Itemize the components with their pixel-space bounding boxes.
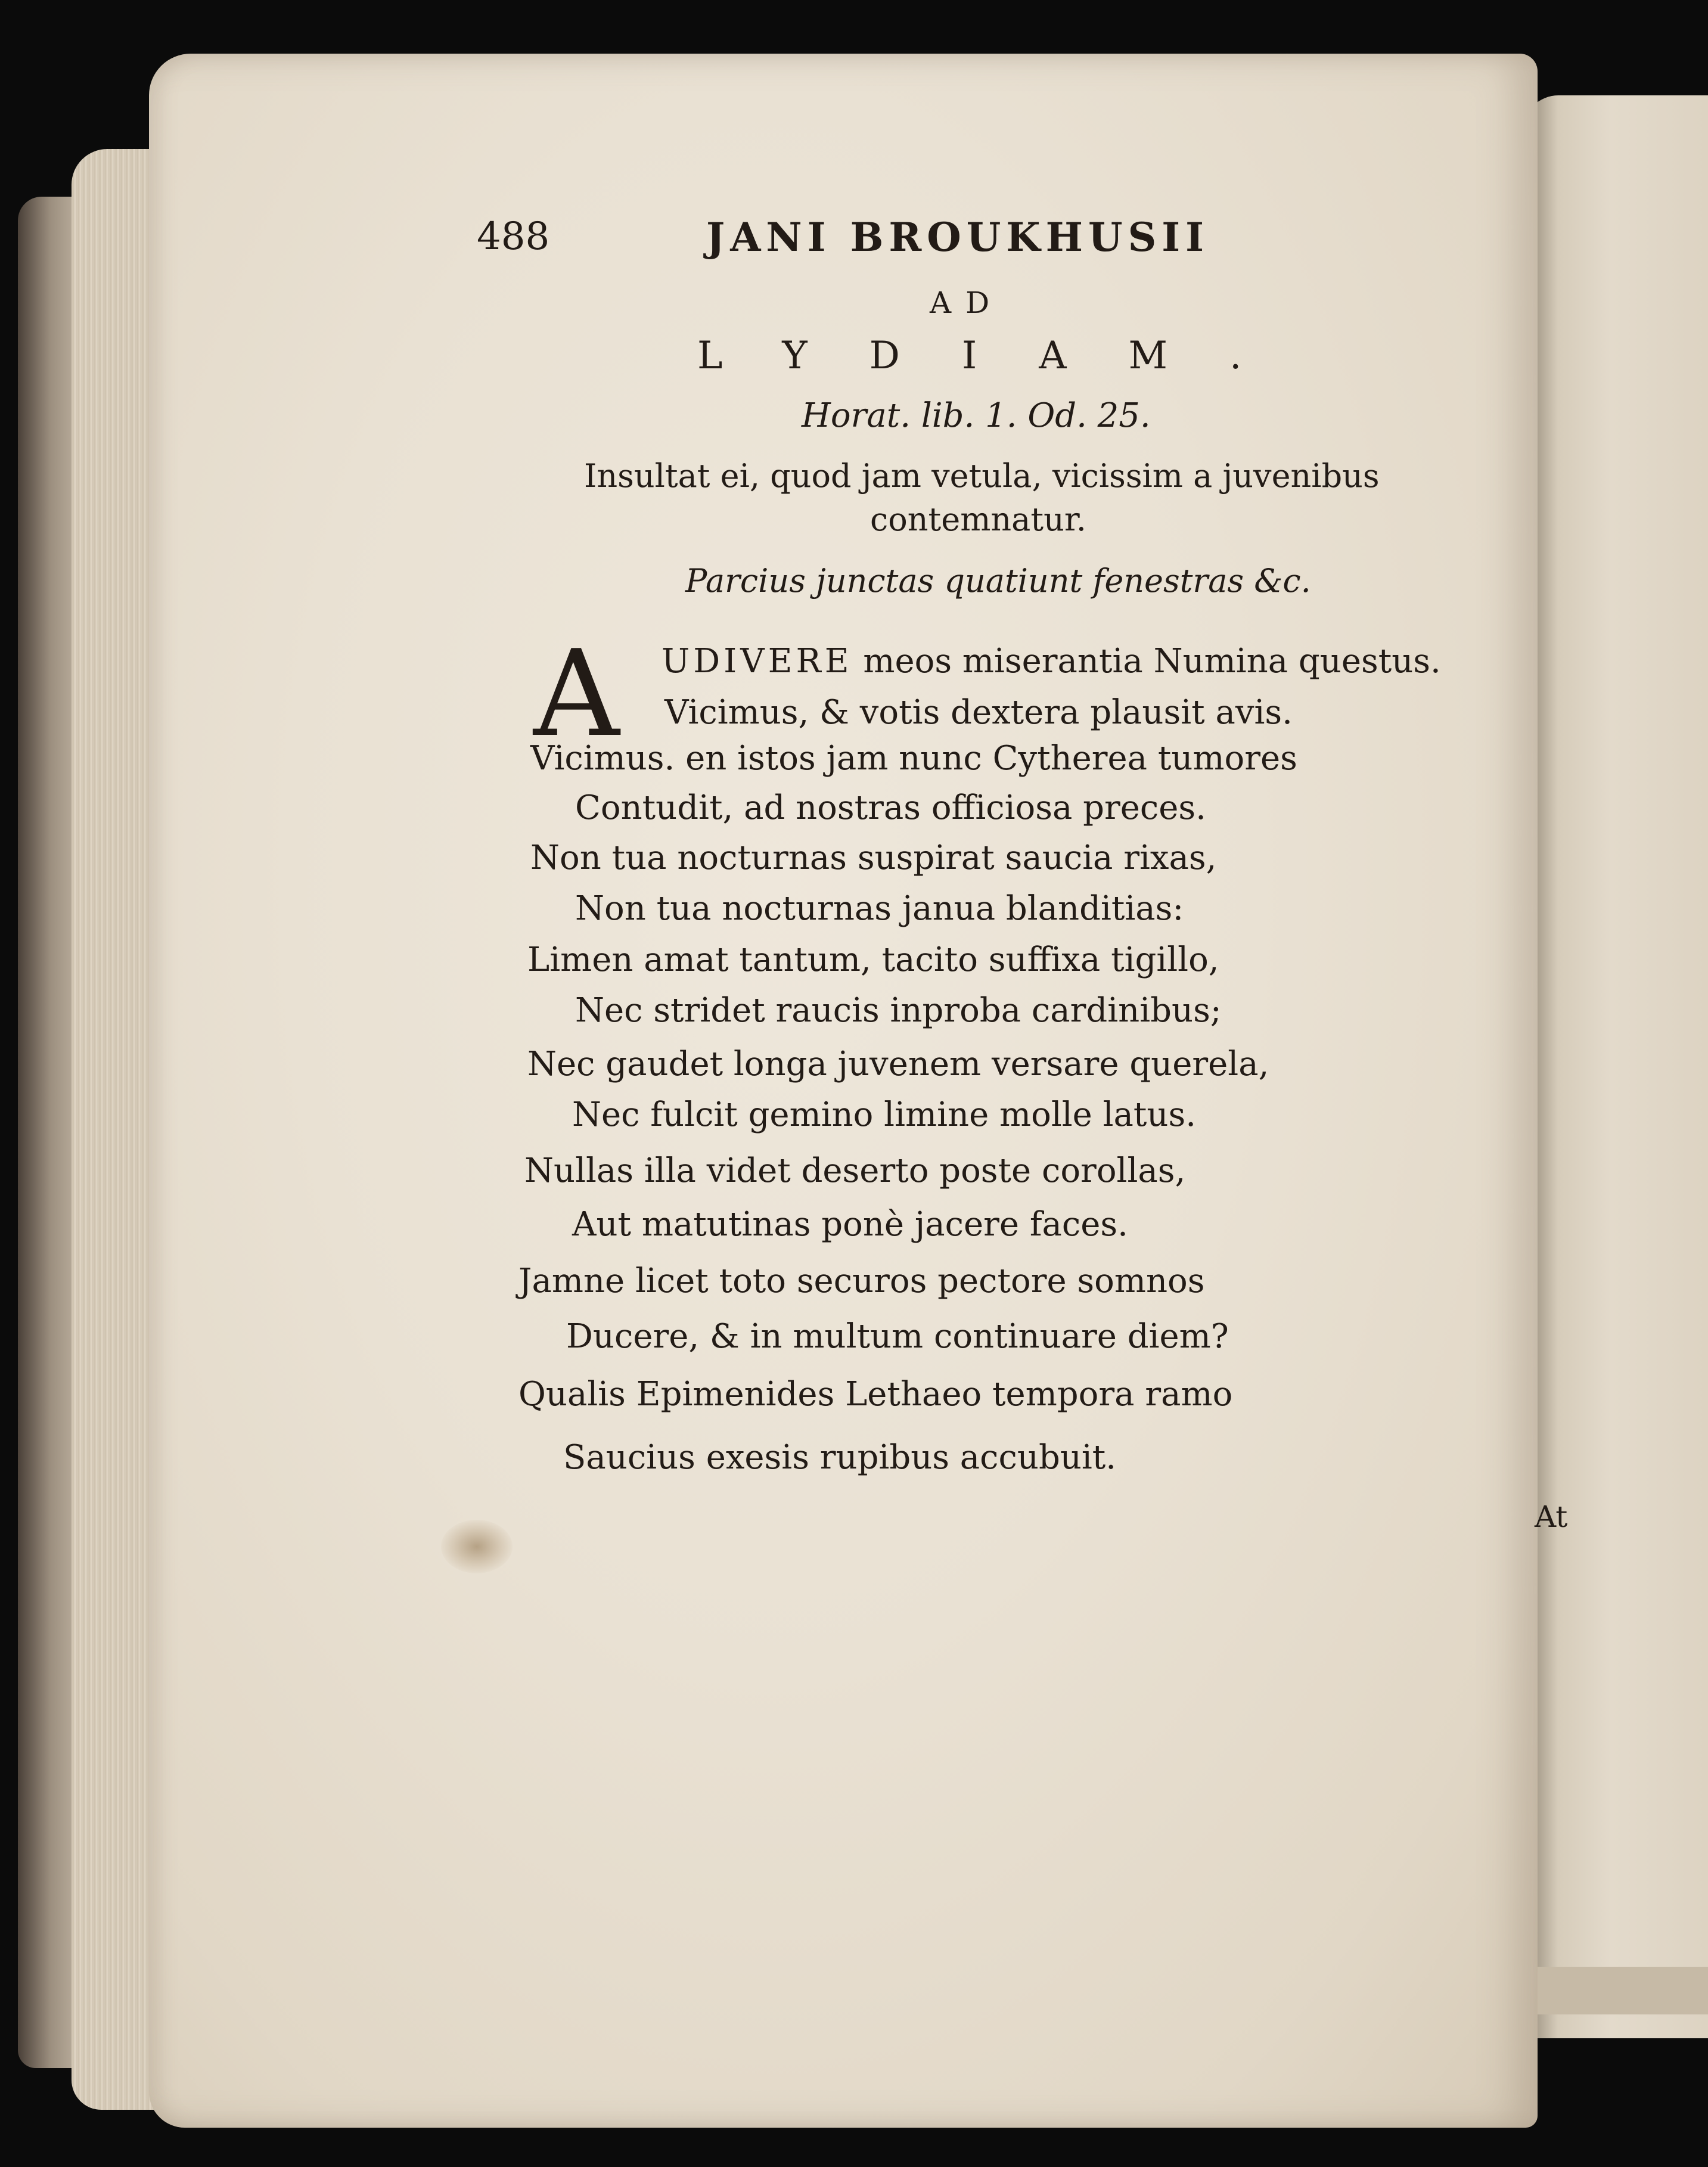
catchword: At	[1535, 1499, 1568, 1534]
verse-line: Aut matutinas ponè jacere faces.	[572, 1205, 1128, 1244]
source-reference: Horat. lib. 1. Od. 25.	[802, 396, 1151, 435]
argument-line-1: Insultat ei, quod jam vetula, vicissim a juvenibus	[584, 457, 1380, 495]
verse-line: Ducere, & in multum continuare diem?	[566, 1317, 1229, 1356]
page-number: 488	[477, 215, 550, 259]
heading-ad: AD	[930, 285, 1004, 320]
argument-line-2: contemnatur.	[870, 501, 1086, 538]
verse-line: Limen amat tantum, tacito suffixa tigillo,	[527, 940, 1219, 979]
verse-line: Nec fulcit gemino limine molle latus.	[572, 1095, 1196, 1134]
verse-line: Saucius exesis rupibus accubuit.	[563, 1438, 1117, 1477]
poem-title: LYDIAM.	[697, 334, 1304, 378]
verse-line: Vicimus. en istos jam nunc Cytherea tumores	[530, 739, 1297, 778]
verse-line: Nec gaudet longa juvenem versare querela,	[527, 1045, 1269, 1084]
first-line	[662, 642, 1441, 681]
verse-line: Contudit, ad nostras officiosa preces.	[575, 788, 1206, 827]
verse-line: Qualis Epimenides Lethaeo tempora ramo	[518, 1375, 1233, 1414]
first-word-smallcaps: UDIVERE	[662, 642, 853, 681]
verse-line: Non tua nocturnas janua blanditias:	[575, 889, 1184, 928]
verse-line: Jamne licet toto securos pectore somnos	[518, 1262, 1205, 1300]
verse-line: Nec stridet raucis inproba cardinibus;	[575, 991, 1222, 1030]
foxing-stain	[441, 1520, 513, 1573]
verse-line: Vicimus, & votis dextera plausit avis.	[664, 693, 1293, 732]
verse-line: Non tua nocturnas suspirat saucia rixas,	[530, 839, 1217, 877]
first-line-rest: meos miserantia Numina questus.	[852, 642, 1441, 681]
facing-page	[1523, 95, 1708, 2038]
facing-page-edge	[1523, 1967, 1708, 2014]
incipit: Parcius junctas quatiunt fenestras &c.	[685, 562, 1311, 600]
drop-cap: A	[533, 625, 620, 763]
verse-line: Nullas illa videt deserto poste corollas,	[524, 1151, 1186, 1190]
running-head: JANI BROUKHUSII	[706, 214, 1209, 260]
